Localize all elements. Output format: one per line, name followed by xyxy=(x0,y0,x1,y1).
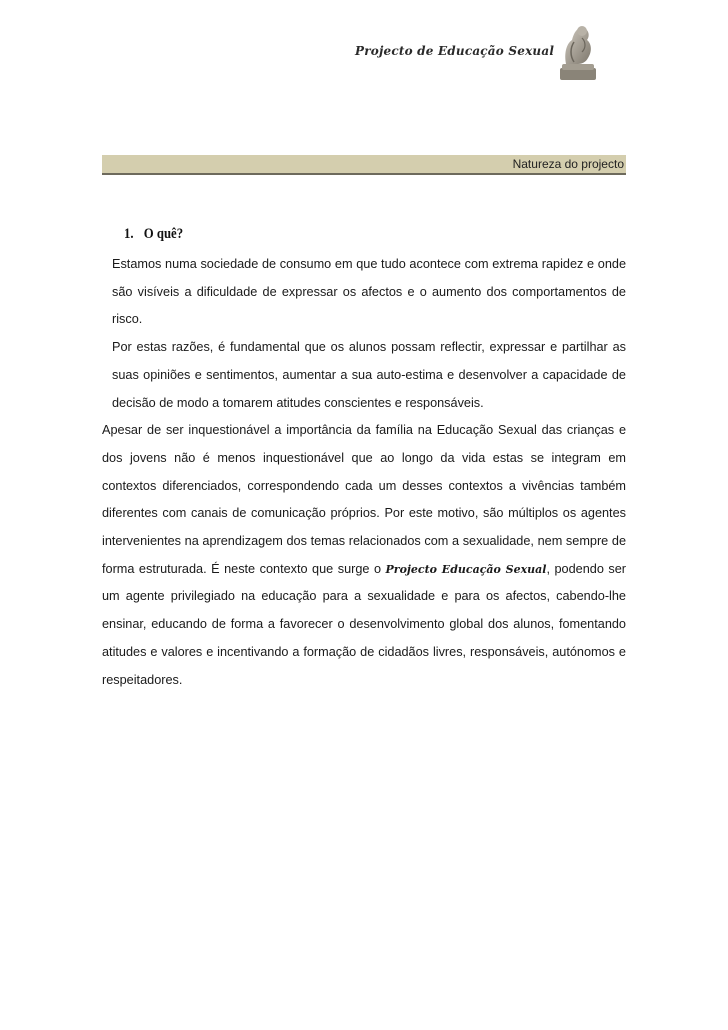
paragraph-3-part-1: Apesar de ser inquestionável a importância da família na Educação Sexual das crianças e dos jovens não é menos inquestionável que ao longo da vida estas se integram em contextos diferenciados, correspondendo cada um desses contextos a vivências também diferentes com canais de comunicação próprios. Por este motivo, são múltiplos os agentes intervenientes na aprendizagem dos temas relacionados com a sexualidade, nem sempre de forma estruturada. É neste contexto que surge o xyxy=(102,423,626,576)
paragraph-3-part-2: , podendo ser um agente privilegiado na educação para a sexualidade e para os afectos, cabendo-lhe ensinar, educando de forma a favorecer o desenvolvimento global dos alunos, fomentando atitudes e valores e incentivando a formação de cidadãos livres, responsáveis, autónomos e respeitadores. xyxy=(102,561,627,687)
paragraph-1: Estamos numa sociedade de consumo em que tudo acontece com extrema rapidez e onde são visíveis a dificuldade de expressar os afectos e o aumento dos comportamentos de risco. xyxy=(112,257,626,327)
thinker-sculpture-icon xyxy=(552,18,602,82)
heading-number: 1. xyxy=(124,226,134,242)
header-title: Projecto de Educação Sexual xyxy=(355,44,555,58)
section-bar xyxy=(102,155,626,175)
body-text xyxy=(102,251,626,694)
paragraph-3 xyxy=(102,417,626,694)
section-heading xyxy=(124,226,183,243)
section-title: Natureza do projecto xyxy=(512,157,624,171)
heading-text: O quê? xyxy=(143,226,184,242)
paragraph-2: Por estas razões, é fundamental que os alunos possam reflectir, expressar e partilhar as suas opiniões e sentimentos, aumentar a sua auto-estima e desenvolver a capacidade de decisão de modo a tomarem atitudes conscientes e responsáveis. xyxy=(112,340,626,410)
project-name: Projecto Educação Sexual xyxy=(385,562,547,576)
